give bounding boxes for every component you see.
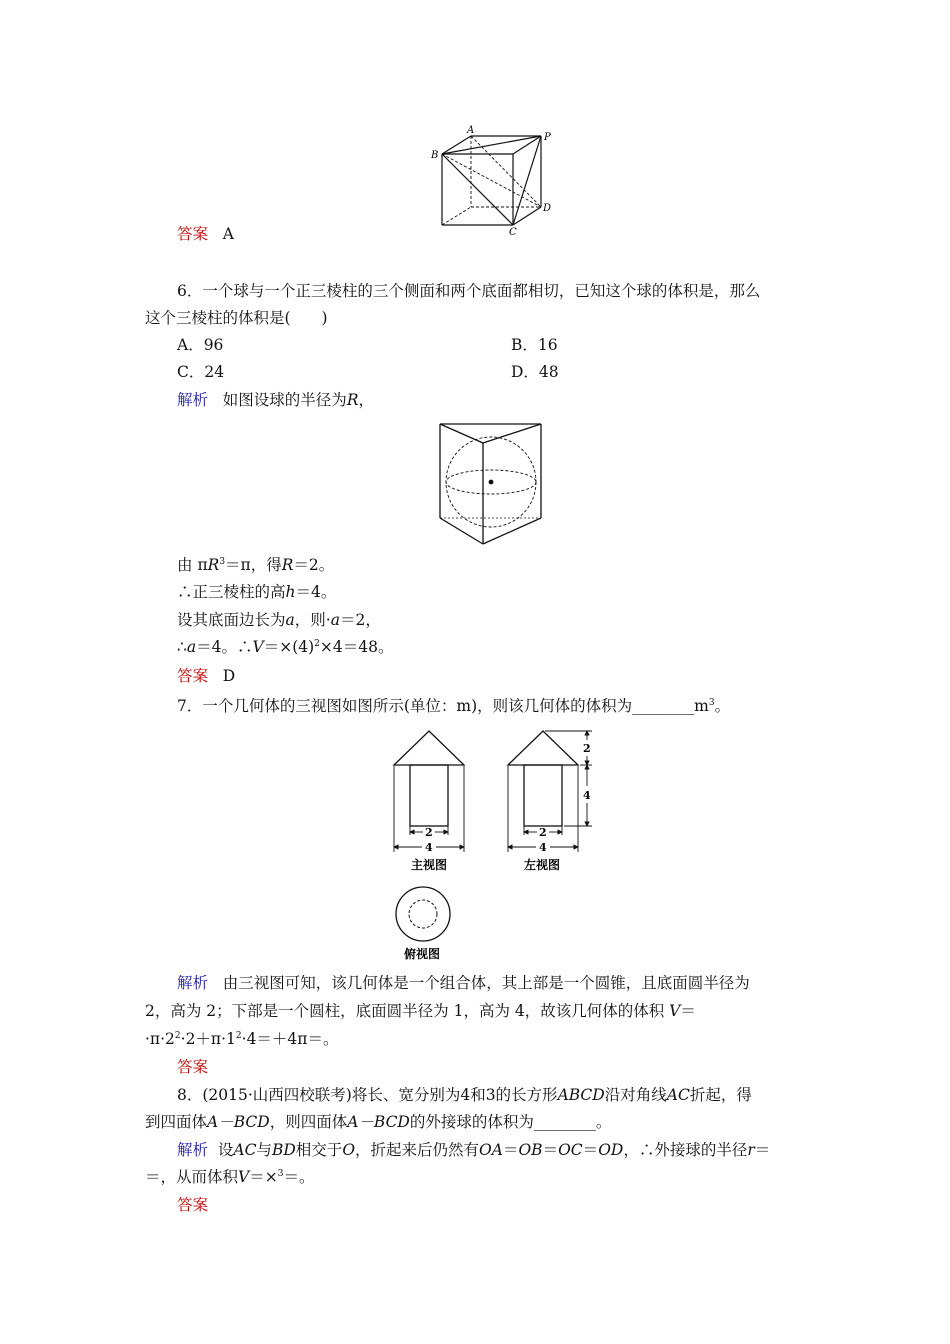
analysis-text: 由三视图可知，该几何体是一个组合体，其上部是一个圆锥，且底面圆半径为 bbox=[222, 974, 750, 992]
exponent: 2 bbox=[235, 1031, 242, 1041]
exponent: 3 bbox=[708, 698, 715, 708]
sol-text: 由 bbox=[177, 556, 193, 574]
dim-label: 4 bbox=[583, 789, 591, 802]
variable: OB bbox=[518, 1141, 543, 1159]
analysis-label: 解析 bbox=[177, 1141, 209, 1159]
stem-text: 8．(2015·山西四校联考)将长、宽分别为4和3的长方形 bbox=[177, 1086, 558, 1104]
sol-text: ×4＝48。 bbox=[319, 638, 394, 656]
q8-analysis-line-2 bbox=[145, 1167, 314, 1187]
variable-v: V bbox=[669, 1002, 681, 1020]
front-view-caption: 主视图 bbox=[411, 858, 448, 872]
stem-text: 到四面体 bbox=[145, 1113, 208, 1131]
variable: BD bbox=[271, 1141, 296, 1159]
answer-label: 答案 bbox=[177, 1196, 209, 1214]
analysis-text: ·π·2 bbox=[145, 1030, 175, 1048]
variable: A－BCD bbox=[207, 1113, 270, 1131]
analysis-text: 相交于 bbox=[295, 1141, 343, 1159]
dim-label: 2 bbox=[583, 742, 591, 755]
analysis-text: ＝ bbox=[542, 1141, 559, 1159]
q8-answer bbox=[177, 1195, 208, 1215]
answer-label: 答案 bbox=[177, 667, 209, 685]
q7-analysis-line-2 bbox=[145, 1001, 696, 1021]
variable: OC bbox=[558, 1141, 583, 1159]
variable: OA bbox=[479, 1141, 503, 1159]
dim-label: 4 bbox=[539, 841, 547, 854]
exponent: 2 bbox=[314, 639, 320, 649]
q6-option-a: A．96 bbox=[177, 336, 224, 354]
variable: AC bbox=[233, 1141, 257, 1159]
variable-v: V bbox=[238, 1168, 250, 1186]
sol-text: ∴正三棱柱的高 bbox=[177, 583, 286, 601]
analysis-text: ·2＋π·1 bbox=[180, 1030, 236, 1048]
sol-text: ＝4。 bbox=[295, 583, 337, 601]
analysis-text: 与 bbox=[256, 1141, 272, 1159]
stem-text: 折起，得 bbox=[689, 1086, 752, 1104]
sol-text: ＝2。 bbox=[293, 556, 335, 574]
top-view-caption: 俯视图 bbox=[404, 947, 441, 961]
stem-text: 沿对角线 bbox=[604, 1086, 667, 1104]
analysis-text: 设 bbox=[217, 1141, 234, 1159]
answer-value: A bbox=[222, 225, 234, 243]
sol-text: ＝×(4) bbox=[263, 638, 315, 656]
variable: A－BCD bbox=[347, 1113, 410, 1131]
analysis-tail: ， bbox=[358, 391, 374, 409]
top-view bbox=[396, 887, 450, 941]
exponent: 3 bbox=[277, 1169, 284, 1179]
sol-text: ＝π，得 bbox=[225, 556, 282, 574]
prism-sphere-figure bbox=[436, 422, 546, 548]
side-view bbox=[508, 731, 578, 826]
analysis-text: ，折起来后仍然有 bbox=[355, 1141, 480, 1159]
stem-text: 的外接球的体积为________。 bbox=[409, 1113, 612, 1131]
q6-analysis-intro bbox=[177, 390, 374, 410]
variable-h: h bbox=[285, 583, 296, 601]
sol-text: ，则· bbox=[294, 611, 331, 629]
variable-a: a bbox=[186, 638, 197, 656]
analysis-text: ＝ bbox=[680, 1002, 696, 1020]
front-view bbox=[394, 731, 464, 826]
variable-v: V bbox=[252, 638, 264, 656]
q6-option-b: B．16 bbox=[511, 336, 558, 354]
q6-solution-line-4 bbox=[177, 637, 393, 657]
stem-text: 。 bbox=[714, 697, 731, 715]
exponent: 2 bbox=[174, 1031, 181, 1041]
analysis-text: ·4＝＋4π＝。 bbox=[241, 1030, 339, 1048]
exponent: 3 bbox=[219, 557, 226, 567]
variable-a: a bbox=[330, 611, 340, 629]
analysis-text: ＝× bbox=[249, 1168, 278, 1186]
analysis-text: ＝ bbox=[582, 1141, 599, 1159]
analysis-text: ＝，从而体积 bbox=[145, 1168, 239, 1186]
three-views-figure bbox=[380, 728, 600, 964]
variable: AC bbox=[666, 1086, 690, 1104]
variable-r: R bbox=[281, 556, 294, 574]
analysis-text: 如图设球的半径为 bbox=[222, 391, 347, 409]
answer-value: D bbox=[222, 667, 236, 685]
variable: r bbox=[747, 1141, 755, 1159]
q7-answer bbox=[177, 1057, 208, 1077]
q6-solution-line-2 bbox=[177, 582, 336, 602]
sol-text: ＝4。∴ bbox=[196, 638, 253, 656]
analysis-text: 2，高为 2；下部是一个圆柱，底面圆半径为 1，高为 4，故该几何体的体积 bbox=[145, 1002, 665, 1020]
analysis-text: ，∴外接球的半径 bbox=[623, 1141, 748, 1159]
analysis-text: ＝ bbox=[502, 1141, 519, 1159]
q5-answer bbox=[177, 224, 234, 244]
cube-figure bbox=[428, 124, 558, 236]
variable: O bbox=[342, 1141, 356, 1159]
sol-text: π bbox=[197, 556, 208, 574]
q8-analysis-line-1 bbox=[177, 1140, 770, 1160]
dim-label: 4 bbox=[425, 841, 433, 854]
variable: OD bbox=[598, 1141, 624, 1159]
cube-label-d: D bbox=[543, 203, 552, 214]
analysis-text: ＝ bbox=[754, 1141, 771, 1159]
analysis-label: 解析 bbox=[177, 974, 209, 992]
q7-analysis-line-3 bbox=[145, 1029, 338, 1049]
cube-label-a: A bbox=[467, 125, 475, 136]
stem-text: 7．一个几何体的三视图如图所示(单位：m)，则该几何体的体积为________m bbox=[177, 697, 709, 715]
q6-option-d: D．48 bbox=[511, 363, 559, 381]
q6-stem-line-1: 6．一个球与一个正三棱柱的三个侧面和两个底面都相切，已知这个球的体积是，那么 bbox=[177, 282, 761, 300]
variable-r: R bbox=[207, 556, 220, 574]
cube-label-p: P bbox=[544, 132, 551, 143]
analysis-label: 解析 bbox=[177, 391, 209, 409]
q6-solution-line-1 bbox=[177, 555, 334, 575]
stem-text: ，则四面体 bbox=[269, 1113, 348, 1131]
answer-label: 答案 bbox=[177, 225, 209, 243]
q6-stem-line-2: 这个三棱柱的体积是( ) bbox=[145, 309, 328, 327]
sol-text: ＝2， bbox=[339, 611, 381, 629]
answer-label: 答案 bbox=[177, 1058, 209, 1076]
variable-a: a bbox=[285, 611, 295, 629]
analysis-text: ＝。 bbox=[283, 1168, 315, 1186]
q7-analysis-line-1 bbox=[177, 973, 750, 993]
sol-text: 设其底面边长为 bbox=[177, 611, 286, 629]
cube-label-b: B bbox=[431, 150, 439, 161]
sol-text: ∴ bbox=[177, 638, 187, 656]
q6-option-c: C．24 bbox=[177, 363, 225, 381]
variable: ABCD bbox=[557, 1086, 605, 1104]
dim-label: 2 bbox=[425, 826, 433, 839]
q6-answer bbox=[177, 666, 235, 686]
side-view-caption: 左视图 bbox=[524, 858, 561, 872]
q7-stem bbox=[177, 696, 730, 716]
dim-label: 2 bbox=[539, 826, 547, 839]
variable-r: R bbox=[346, 391, 359, 409]
q8-stem-line-1 bbox=[177, 1085, 752, 1105]
cube-label-c: C bbox=[509, 227, 517, 236]
q6-solution-line-3 bbox=[177, 610, 381, 630]
q8-stem-line-2 bbox=[145, 1112, 611, 1132]
